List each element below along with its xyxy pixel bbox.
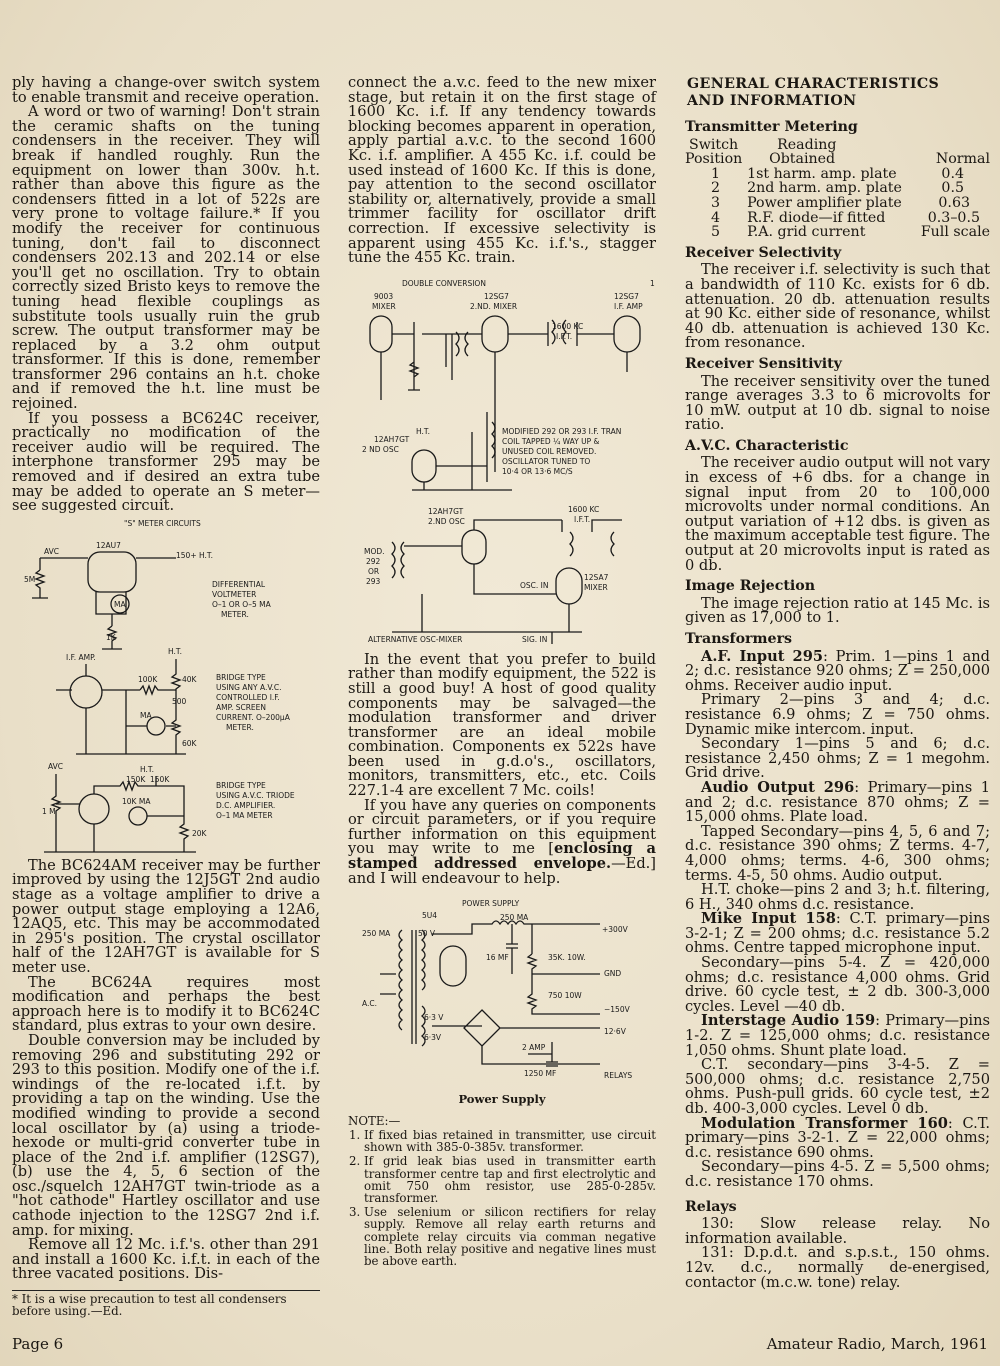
paragraph: Secondary 1—pins 5 and 6; d.c. resistance 2,450 ohms; Z = 1 megohm. Grid drive. (685, 735, 990, 782)
label-mod: 292 (366, 556, 381, 566)
label-ift: 1600 KC (568, 504, 600, 514)
paragraph (348, 796, 656, 887)
metering-table (685, 138, 990, 240)
power-supply-figure (352, 894, 652, 1094)
label-mixer: 2.ND. MIXER (470, 301, 518, 311)
paragraph: Primary 2—pins 3 and 4; d.c. resistance 6.9 ohms; Z = 750 ohms. Dynamic mike intercom. input. (685, 691, 990, 738)
label-resistor: 150K (126, 774, 146, 784)
label-osc: 2.ND OSC (428, 516, 465, 526)
label-avc: AVC (44, 546, 60, 556)
subhead-inline: Modulation Transformer 160 (701, 1114, 948, 1132)
paragraph (685, 778, 990, 826)
desc-line: USING ANY A.V.C. (216, 682, 282, 692)
desc-line: CONTROLLED I.F. (216, 692, 280, 702)
label-tube: 12SG7 (484, 291, 509, 301)
label-voltage: 6·3V (424, 1033, 442, 1043)
desc-line: CURRENT. O–200µA (216, 712, 290, 722)
s-meter-circuit-bridge-screen (56, 647, 291, 754)
label-resistor: 1 M (42, 806, 56, 816)
paragraph: ply having a change-over switch system to enable transmit and receive operation. (12, 74, 320, 106)
table-cell: 1st harm. amp. plate (747, 165, 897, 182)
label-resistor: 500 (172, 696, 187, 706)
paragraph: The receiver sensitivity over the tuned range averages 3.3 to 6 microvolts for 10 mW. output at 10 db. signal to noise ratio. (685, 372, 990, 434)
table-row (685, 196, 990, 211)
paragraph: connect the a.v.c. feed to the new mixer stage, but retain it on the first stage of 1600 Kc. i.f. If any tendency towards blocking becomes apparent in operation, apply partial a.v.c. to the second 1600 Kc. i.f. amplifier. A 455 Kc. i.f. could be used instead of 1600 Kc. If this is done, pay attention to the second oscillator stability or, alternatively, provide a small trimmer facility for oscillator drift correction. If excessive selectivity is apparent using 455 Kc. i.f.'s., stagger tune the 455 Kc. train. (348, 74, 656, 267)
paragraph: Secondary—pins 5-4. Z = 420,000 ohms; d.c. resistance 4,000 ohms. Grid drive. 60 cycle test, ± 2 db. 300-3,000 cycles. Level —40 db. (685, 954, 990, 1015)
label-secondary: 250 MA (362, 929, 391, 939)
figure-number: 1 (650, 278, 655, 288)
label-choke: 250 MA (500, 913, 529, 923)
text-run: If you have any queries on components or circuit parameters, or if you require further information on this equipment you may write to me [ (348, 796, 656, 858)
label-ifamp: I.F. AMP (614, 301, 643, 311)
label-relays: RELAYS (604, 1071, 633, 1081)
label-oscin: OSC. IN (520, 580, 549, 590)
label-ift: 1600 KC (552, 321, 584, 331)
label-voltage: 6·3 V (424, 1013, 444, 1023)
desc-line: D.C. AMPLIFIER. (216, 800, 276, 810)
table-cell: Full scale (920, 224, 990, 241)
label-meter: 10K MA (122, 796, 151, 806)
alternative-osc-mixer-figure (352, 502, 652, 647)
label-ac: A.C. (362, 999, 378, 1009)
paragraph (685, 1014, 990, 1058)
notes-list (348, 1129, 656, 1267)
label-mixer: MIXER (372, 301, 396, 311)
desc-line: DIFFERENTIAL (212, 579, 266, 589)
label-resistor: 1K (106, 632, 116, 642)
note-line: OSCILLATOR TUNED TO (502, 456, 591, 466)
subhead-transmitter-metering: Transmitter Metering (685, 119, 858, 135)
list-item: 2. If grid leak bias used in transmitter earth transformer centre tap and first electrolytic and omit 750 ohm resistor, use 285-0-285v. transformer. (364, 1155, 656, 1204)
double-conversion-figure (352, 272, 655, 502)
paragraph: 130: Slow release relay. No information available. (685, 1215, 990, 1247)
desc-line: BRIDGE TYPE (216, 780, 266, 790)
table-cell: 1 (711, 165, 721, 182)
desc-line: METER. (226, 722, 254, 732)
subhead-avc-characteristic: A.V.C. Characteristic (685, 437, 849, 454)
label-gnd: GND (604, 969, 622, 979)
label-osc: 12AH7GT (428, 506, 464, 516)
label-resistor: 35K. 10W. (548, 953, 586, 963)
text-run: : C.T. primary—pins 3-2-1; Z = 200 ohms; d.c. resistance 5.2 ohms. Centre tapped microphone input. (685, 910, 990, 957)
table-header: Reading (777, 136, 837, 153)
text-run: : Primary—pins 1 and 2; d.c. resistance 870 ohms; Z = 15,000 ohms. Plate load. (685, 778, 990, 826)
paragraph (685, 912, 990, 956)
s-meter-circuit-bridge-triode (42, 762, 295, 852)
label-osc: 12AH7GT (374, 434, 410, 444)
label-tube: 12SG7 (614, 291, 639, 301)
desc-line: USING A.V.C. TRIODE (216, 790, 295, 800)
table-header: Obtained (769, 151, 836, 168)
subhead-image-rejection: Image Rejection (685, 578, 816, 595)
label-voltage: 50 V (418, 929, 436, 939)
label-voltage: 12·6V (604, 1027, 626, 1037)
label-ifamp: I.F. AMP. (66, 652, 96, 662)
label-resistor: 60K (182, 738, 197, 748)
label-osc: 2 ND OSC (362, 444, 399, 454)
paragraph: The receiver i.f. selectivity is such that a bandwidth of 110 Kc. exists for 6 db. attenuation. 20 db. attenuation results at 90 Kc. either side of resonance, whilst 40 db. attenuation is achieved 130 Kc. from resonance. (685, 261, 990, 352)
paragraph: Secondary—pins 4-5. Z = 5,500 ohms; d.c. resistance 170 ohms. (685, 1158, 990, 1190)
label-resistor: 40K (182, 674, 197, 684)
publication-info: Amateur Radio, March, 1961 (766, 1335, 988, 1353)
figure-title: "S" METER CIRCUITS (124, 518, 201, 528)
label-meter: MA (114, 599, 126, 609)
section-title (687, 76, 990, 110)
subhead-inline: Mike Input 158 (701, 910, 836, 928)
column-middle (348, 76, 656, 1269)
label-mod: 293 (366, 576, 381, 586)
label-resistor: 100K (138, 674, 158, 684)
table-header-row (685, 152, 990, 167)
label-voltage: +300V (602, 925, 628, 935)
s-meter-circuit-differential (24, 541, 272, 649)
subhead-inline: Interstage Audio 159 (701, 1012, 876, 1030)
subhead-inline: A.F. Input 295 (701, 647, 824, 665)
label-avc: AVC (48, 761, 64, 771)
figure-caption: Power Supply (458, 1092, 546, 1107)
column-left (12, 76, 320, 1317)
label-meter: MA (140, 710, 152, 720)
subhead-receiver-sensitivity: Receiver Sensitivity (685, 355, 842, 372)
note-line: MODIFIED 292 OR 293 I.F. TRAN (502, 426, 622, 436)
text-run: : C.T. primary—pins 3-2-1. Z = 22,000 ohms; d.c. resistance 690 ohms. (685, 1114, 990, 1161)
desc-line: METER. (221, 609, 249, 619)
table-header: Normal (935, 151, 990, 168)
label-fuse: 2 AMP (522, 1043, 546, 1053)
paragraph: H.T. choke—pins 2 and 3; h.t. filtering, 6 H., 340 ohms d.c. resistance. (685, 881, 990, 913)
desc-line: AMP. SCREEN (216, 702, 267, 712)
table-row (685, 225, 990, 240)
note-line: 10·4 OR 13·6 MC/S (502, 466, 573, 476)
s-meter-circuits-figure (16, 514, 316, 859)
label-tube: 12AU7 (96, 540, 121, 550)
paragraph: A word or two of warning! Don't strain the ceramic shafts on the tuning condensers in the receiver. They will break if handled roughly. Run the equipment on lower than 300v. h.t. rather than above this figure as the condensers fitted in a lot of 522s are very prone to voltage failure.* If you modify the receiver for continuous tuning, don't fail to disconnect condensers 202.13 and 202.14 or else you'll get no oscillation. Try to obtain correctly sized Bristo keys to remove the tuning head flexible couplings as substitute tools usually ruin the grub screw. The output transformer may be replaced by a 3.2 ohm output transformer. If this is done, remember transformer 296 contains an h.t. choke and if removed the h.t. line must be rejoined. (12, 103, 320, 413)
section-title-line: AND INFORMATION (687, 93, 857, 109)
table-cell: 0.3–0.5 (927, 209, 980, 226)
figure-title: DOUBLE CONVERSION (402, 278, 486, 288)
figure-title: POWER SUPPLY (462, 899, 520, 909)
text-run: : Primary—pins 1-2. Z = 125,000 ohms; d.c. resistance 1,050 ohms. Shunt plate load. (685, 1012, 990, 1059)
label-mod: MOD. (364, 546, 385, 556)
table-header: Switch (689, 136, 739, 153)
list-item: 3. Use selenium or silicon rectifiers for relay supply. Remove all relay earth returns and complete relay circuits via comman negative line. Both relay positive and negative lines must be above earth. (364, 1206, 656, 1267)
label-capacitor: 16 MF (486, 953, 509, 963)
table-cell: R.F. diode—if fitted (747, 209, 886, 226)
desc-line: VOLTMETER (212, 589, 257, 599)
label-ht: H.T. (140, 764, 154, 774)
label-tube: 9003 (374, 291, 394, 301)
text-run: : Prim. 1—pins 1 and 2; d.c. resistance 920 ohms; Z = 250,000 ohms. Receiver audio input. (685, 647, 990, 694)
table-row (685, 211, 990, 226)
subhead-inline: Audio Output 296 (701, 778, 855, 796)
label-ht: H.T. (168, 646, 182, 656)
notes-block (348, 1115, 656, 1267)
label-ht: H.T. (416, 426, 430, 436)
label-ift: I.F.T. (574, 514, 591, 524)
paragraph: 131: D.p.d.t. and s.p.s.t., 150 ohms. 12v. d.c., normally de-energised, contactor (m.c.w. tone) relay. (685, 1244, 990, 1291)
note-line: COIL TAPPED ¼ WAY UP & (502, 436, 600, 446)
bold-text: enclosing a stamped addressed envelope. (348, 840, 656, 873)
table-row (685, 167, 990, 182)
paragraph (685, 1114, 990, 1161)
table-cell: 5 (711, 224, 721, 241)
table-header: Position (685, 151, 743, 168)
page-number: Page 6 (12, 1335, 64, 1353)
paragraph: Double conversion may be included by removing 296 and substituting 292 or 293 to this position. Modify one of the i.f. windings of the re-located i.f.t. by providing a tap on the winding. Use the modified winding to provide a second local oscillator by (a) using a triode-hexode or multi-grid converter tube in place of the 2nd i.f. amplifier (12SG7), (b) use the 4, 5, 6 section of the osc./squelch 12AH7GT twin-triode as a "hot cathode" Hartley oscillator and use cathode injection to the 12SG7 2nd i.f. amp. for mixing. (12, 1031, 320, 1239)
footnote: * It is a wise precaution to test all condensers before using.—Ed. (12, 1290, 320, 1317)
paragraph: C.T. secondary—pins 3-4-5. Z = 500,000 ohms; d.c. resistance 2,750 ohms. Push-pull grids. 60 cycle test, ±2 db. 400-3,000 cycles. Level 0 db. (685, 1056, 990, 1117)
label-mixer: MIXER (584, 582, 608, 592)
label-resistor: 5M (24, 574, 36, 584)
label-ift: I.F.T. (556, 331, 573, 341)
paragraph: The image rejection ratio at 145 Mc. is given as 17,000 to 1. (685, 594, 990, 627)
paragraph: The receiver audio output will not vary in excess of +6 dbs. for a change in signal input from 20 to 100,000 microvolts under normal conditions. An output variation of +12 dbs. is given as the maximum acceptable test figure. The output at 20 microvolts input is rated as 0 db. (685, 454, 990, 574)
table-cell: 2 (711, 180, 721, 197)
label-ht: 150+ H.T. (176, 550, 213, 560)
list-item: 1. If fixed bias retained in transmitter, use circuit shown with 385-0-385v. transformer. (364, 1129, 656, 1153)
paragraph: The BC624AM receiver may be further improved by using the 12J5GT 2nd audio stage as a voltage amplifier to drive a power output stage employing a 12A6, 12AQ5, etc. This may be accommodated in 295's position. The crystal oscillator half of the 12AH7GT is available for S meter use. (12, 856, 320, 976)
paragraph: The BC624A requires most modification and perhaps the best approach here is to modify it to BC624C standard, plus extras to your own desire. (12, 973, 320, 1035)
table-cell: P.A. grid current (747, 224, 866, 241)
table-cell: 0.5 (941, 180, 964, 197)
subhead-relays: Relays (685, 1198, 737, 1215)
label-tube: 5U4 (422, 911, 438, 921)
label-sigin: SIG. IN (522, 634, 548, 644)
desc-line: O–1 MA METER (216, 810, 273, 820)
desc-line: O–1 OR O–5 MA (212, 599, 271, 609)
subhead-transformers: Transformers (685, 631, 793, 647)
table-cell: Power amplifier plate (747, 194, 902, 211)
table-row (685, 181, 990, 196)
section-title-line: GENERAL CHARACTERISTICS (687, 76, 940, 92)
label-tube: 12SA7 (584, 572, 609, 582)
label-voltage: −150V (604, 1005, 630, 1015)
label-resistor: 20K (192, 828, 207, 838)
table-cell: 0.63 (938, 194, 970, 211)
table-cell: 3 (711, 194, 721, 211)
label-capacitor: 1250 MF (524, 1069, 557, 1079)
label-mod: OR (368, 566, 380, 576)
label-resistor: 150K (150, 774, 170, 784)
desc-line: BRIDGE TYPE (216, 672, 266, 682)
table-cell: 0.4 (941, 165, 964, 182)
figure-caption: ALTERNATIVE OSC-MIXER (368, 634, 463, 644)
note-line: UNUSED COIL REMOVED. (502, 446, 597, 456)
paragraph: In the event that you prefer to build rather than modify equipment, the 522 is still a good buy! A host of good quality components may be salvaged—the modulation transformer and driver transformer are an ideal mobile combination. Components ex 522s have been used in g.d.o's., oscillators, monitors, transmitters, etc., etc. Coils 227.1-4 are excellent 7 Mc. coils! (348, 650, 656, 800)
text-run: —Ed.] and I will endeavour to help. (348, 855, 656, 887)
paragraph: Tapped Secondary—pins 4, 5, 6 and 7; d.c. resistance 390 ohms; Z terms. 4-7, 4,000 ohms; terms. 4-6, 300 ohms; terms. 4-5, 50 ohms. Audio output. (685, 822, 990, 884)
column-right (685, 76, 990, 1290)
paragraph: Remove all 12 Mc. i.f.'s. other than 291 and install a 1600 Kc. i.f.t. in each of the three vacated positions. Dis- (12, 1236, 320, 1283)
paragraph (685, 647, 990, 694)
table-cell: 2nd harm. amp. plate (747, 180, 902, 197)
notes-heading: NOTE:— (348, 1113, 401, 1128)
table-cell: 4 (711, 209, 721, 226)
paragraph: If you possess a BC624C receiver, practically no modification of the receiver audio will be required. The interphone transformer 295 may be removed and if desired an extra tube may be added to operate an S meter—see suggested circuit. (12, 409, 320, 515)
table-header-row (685, 138, 990, 153)
label-resistor: 750 10W (548, 991, 582, 1001)
subhead-receiver-selectivity: Receiver Selectivity (685, 244, 842, 261)
